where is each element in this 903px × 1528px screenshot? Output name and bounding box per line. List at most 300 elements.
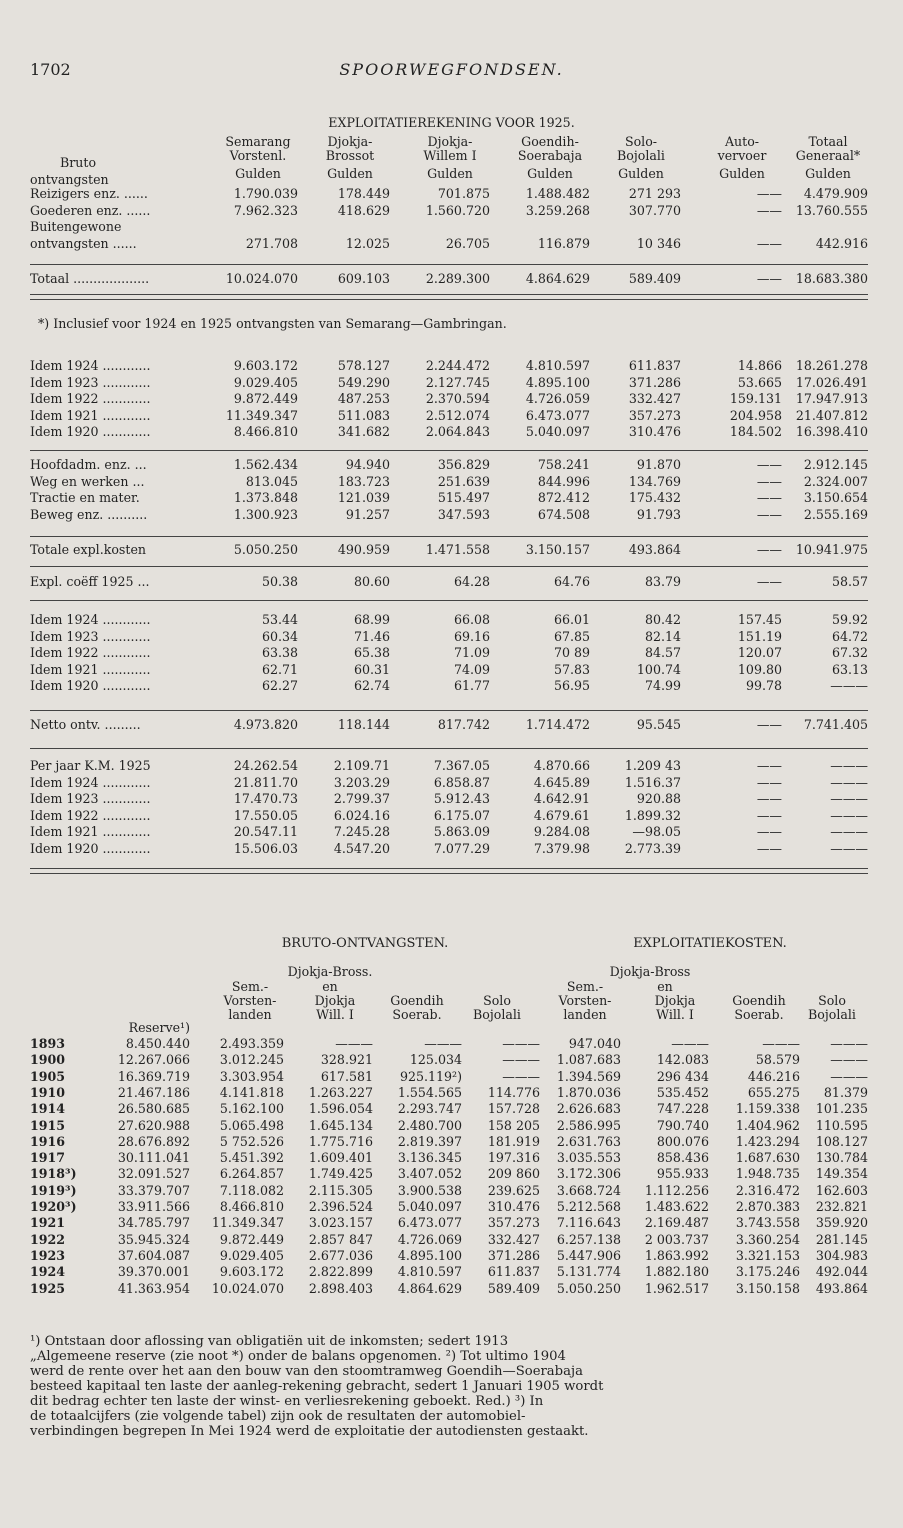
table-cell: 33.379.707 bbox=[117, 1182, 190, 1198]
row-label: ontvangsten ...... bbox=[30, 235, 137, 251]
table-cell: 304.983 bbox=[815, 1247, 868, 1263]
table-cell: 3.203.29 bbox=[333, 774, 390, 790]
column-header: Solo bbox=[818, 993, 846, 1008]
table-cell: 1.516.37 bbox=[624, 774, 681, 790]
table-cell: 26.580.685 bbox=[117, 1101, 190, 1117]
table-cell: ——— bbox=[830, 840, 868, 856]
table-cell: 2.289.300 bbox=[425, 271, 490, 286]
table-cell: 109.80 bbox=[737, 661, 782, 677]
column-header: Bojolali bbox=[473, 1007, 521, 1022]
row-label: Idem 1922 ............ bbox=[30, 807, 151, 823]
separator-rule bbox=[30, 710, 868, 711]
table-cell: 1.790.039 bbox=[233, 186, 298, 201]
table-cell: 101.235 bbox=[815, 1101, 868, 1117]
table-cell: 59.92 bbox=[831, 612, 868, 627]
table-cell: 2.493.359 bbox=[219, 1036, 284, 1051]
table-cell: 2.127.745 bbox=[425, 374, 490, 390]
table-cell: 20.547.11 bbox=[233, 824, 298, 839]
table-cell: 6.858.87 bbox=[433, 774, 490, 790]
table-cell: —— bbox=[756, 271, 782, 286]
table-cell: 1.112.256 bbox=[644, 1182, 709, 1198]
table-cell: 50.38 bbox=[261, 574, 298, 589]
table-cell: 6.024.16 bbox=[333, 807, 390, 823]
table-cell: 5.050.250 bbox=[233, 542, 298, 557]
table-cell: 64.76 bbox=[553, 574, 590, 589]
column-group-header: en bbox=[322, 979, 338, 994]
table-cell: 108.127 bbox=[815, 1133, 868, 1149]
table-cell: ——— bbox=[830, 1036, 868, 1051]
table-cell: 2.293.747 bbox=[397, 1101, 462, 1117]
table-cell: 1.373.848 bbox=[233, 490, 298, 505]
table-cell: 116.879 bbox=[537, 235, 590, 251]
table-cell: 3.150.157 bbox=[525, 542, 590, 557]
table-cell: 2.822.899 bbox=[308, 1264, 373, 1280]
table-cell: 56.95 bbox=[553, 678, 590, 693]
table-cell: 511.083 bbox=[337, 407, 390, 423]
table-cell: 4.973.820 bbox=[233, 717, 298, 732]
table-cell: 58.57 bbox=[831, 574, 868, 589]
table-cell: 17.026.491 bbox=[795, 374, 868, 390]
table-cell: 62.27 bbox=[261, 678, 298, 693]
table-cell: 515.497 bbox=[437, 490, 490, 505]
table-cell: 3.407.052 bbox=[397, 1166, 462, 1182]
column-header: Solo- bbox=[624, 134, 658, 149]
table-cell: —— bbox=[756, 774, 782, 790]
table-cell: 9.872.449 bbox=[233, 391, 298, 406]
table-cell: 1.209 43 bbox=[624, 758, 681, 773]
row-header-label: Bruto bbox=[60, 155, 97, 170]
costs-heading: EXPLOITATIEKOSTEN. bbox=[633, 936, 787, 951]
table-cell: 18.261.278 bbox=[795, 358, 868, 373]
table-cell: 2.169.487 bbox=[644, 1215, 709, 1231]
table-cell: 67.85 bbox=[553, 628, 590, 644]
table-cell: 4.810.597 bbox=[397, 1264, 462, 1280]
table-cell: ——— bbox=[830, 807, 868, 823]
table-cell: 9.603.172 bbox=[233, 358, 298, 373]
column-header: Soerabaja bbox=[517, 148, 583, 163]
table-cell: 60.31 bbox=[353, 661, 390, 677]
table-cell: 492.044 bbox=[815, 1264, 868, 1280]
table-cell: 1.882.180 bbox=[644, 1264, 709, 1280]
table-cell: 17.550.05 bbox=[233, 807, 298, 823]
column-header: Vorsten- bbox=[558, 993, 612, 1008]
table-cell: 5.040.097 bbox=[397, 1199, 462, 1214]
row-header-label: ontvangsten bbox=[30, 172, 109, 187]
table-cell: 118.144 bbox=[337, 717, 390, 732]
table-cell: 4.864.629 bbox=[525, 271, 590, 286]
table-cell: 239.625 bbox=[487, 1182, 540, 1198]
column-header: Gulden bbox=[805, 166, 851, 181]
table-cell: 64.72 bbox=[831, 628, 868, 644]
table-cell: 1.596.054 bbox=[308, 1101, 373, 1117]
table-cell: 157.728 bbox=[487, 1101, 540, 1117]
table-cell: 6.264.857 bbox=[219, 1166, 284, 1182]
table-cell: —— bbox=[756, 506, 782, 522]
table-cell: 2.773.39 bbox=[624, 840, 681, 856]
table-cell: ——— bbox=[830, 824, 868, 839]
table-cell: 12.267.066 bbox=[117, 1052, 190, 1068]
table-cell: 37.604.087 bbox=[117, 1247, 190, 1263]
table-cell: 32.091.527 bbox=[117, 1166, 190, 1182]
table-cell: 35.945.324 bbox=[117, 1231, 190, 1247]
row-label: Idem 1923 ............ bbox=[30, 791, 151, 806]
table-cell: 747.228 bbox=[656, 1101, 709, 1117]
table-cell: 183.723 bbox=[337, 473, 390, 489]
table-cell: 2.631.763 bbox=[556, 1133, 621, 1149]
table-cell: 2.244.472 bbox=[425, 358, 490, 373]
table-cell: 53.665 bbox=[737, 374, 782, 390]
table-cell: 371.286 bbox=[487, 1247, 540, 1263]
table-cell: 181.919 bbox=[487, 1133, 540, 1149]
table-cell: 2.064.843 bbox=[425, 424, 490, 439]
table-cell: 70 89 bbox=[553, 645, 590, 660]
footnote-line: „Algemeene reserve (zie noot *) onder de balans opgenomen. ²) Tot ultimo 1904 bbox=[30, 1349, 566, 1364]
table-cell: 3.175.246 bbox=[735, 1264, 800, 1280]
column-header: Gulden bbox=[618, 166, 664, 181]
row-year: 1917 bbox=[30, 1150, 66, 1166]
table-cell: 8.466.810 bbox=[233, 424, 298, 439]
table-cell: 63.38 bbox=[261, 645, 298, 660]
table-cell: 2.677.036 bbox=[308, 1247, 373, 1263]
table-cell: 617.581 bbox=[320, 1068, 373, 1084]
table-cell: 7.741.405 bbox=[803, 717, 868, 732]
table-cell: 16.398.410 bbox=[795, 424, 868, 439]
row-year: 1924 bbox=[30, 1264, 66, 1280]
table-cell: 9.029.405 bbox=[233, 374, 298, 390]
table-cell: 281.145 bbox=[815, 1231, 868, 1247]
table-cell: 1.263.227 bbox=[308, 1084, 373, 1100]
column-header: Bojolali bbox=[617, 148, 665, 163]
table-cell: ——— bbox=[830, 758, 868, 773]
table-cell: 17.470.73 bbox=[233, 791, 298, 806]
row-label: Idem 1923 ............ bbox=[30, 628, 151, 644]
table-cell: 60.34 bbox=[261, 628, 298, 644]
table-cell: 3.900.538 bbox=[397, 1182, 462, 1198]
column-group-header: Djokja-Bross. bbox=[287, 964, 373, 979]
column-header: Semarang bbox=[225, 134, 291, 149]
row-year: 1919³) bbox=[30, 1182, 77, 1198]
column-header: Djokja bbox=[654, 993, 696, 1008]
table-cell: 1.609.401 bbox=[308, 1150, 373, 1166]
column-header: Bojolali bbox=[808, 1007, 856, 1022]
table-cell: 3.360.254 bbox=[735, 1231, 800, 1247]
table-cell: ——— bbox=[502, 1052, 540, 1068]
separator-rule bbox=[30, 450, 868, 451]
row-label: Goederen enz. ...... bbox=[30, 202, 151, 218]
table-cell: 925.119²) bbox=[399, 1068, 462, 1084]
row-label: Weg en werken ... bbox=[30, 473, 145, 489]
table-cell: 69.16 bbox=[453, 628, 490, 644]
table-cell: —— bbox=[756, 235, 782, 251]
table-cell: 5.040.097 bbox=[525, 424, 590, 439]
table-cell: 493.864 bbox=[815, 1280, 868, 1296]
row-label: Tractie en mater. bbox=[30, 490, 140, 505]
table-cell: —— bbox=[756, 807, 782, 823]
table-cell: 158 205 bbox=[487, 1117, 540, 1133]
table-cell: 310.476 bbox=[487, 1199, 540, 1214]
table-cell: 3.743.558 bbox=[735, 1215, 800, 1231]
table-cell: 82.14 bbox=[644, 628, 681, 644]
footnote-line: besteed kapitaal ten laste der aanleg-rekening gebracht, sedert 1 Januari 1905 wordt bbox=[30, 1379, 604, 1394]
table-cell: —— bbox=[756, 542, 782, 557]
table-cell: 813.045 bbox=[245, 473, 298, 489]
table-cell: 12.025 bbox=[345, 235, 390, 251]
table-cell: 114.776 bbox=[487, 1084, 540, 1100]
double-rule bbox=[30, 868, 868, 874]
table-cell: 125.034 bbox=[409, 1052, 462, 1068]
table-cell: 99.78 bbox=[745, 678, 782, 693]
table-cell: 2 003.737 bbox=[644, 1231, 709, 1247]
table-cell: 81.379 bbox=[823, 1084, 868, 1100]
table-cell: 5.451.392 bbox=[219, 1150, 284, 1166]
row-label: Netto ontv. ......... bbox=[30, 717, 141, 732]
table-cell: 4.479.909 bbox=[803, 186, 868, 201]
table-cell: 589.409 bbox=[628, 271, 681, 286]
table-cell: 5.131.774 bbox=[556, 1264, 621, 1280]
table-cell: 121.039 bbox=[337, 490, 390, 505]
table-cell: 4.547.20 bbox=[333, 840, 390, 856]
table-cell: 371.286 bbox=[628, 374, 681, 390]
column-header: Will. I bbox=[316, 1007, 354, 1022]
table-cell: ——— bbox=[335, 1036, 373, 1051]
table-cell: 53.44 bbox=[261, 612, 298, 627]
table-cell: 2.324.007 bbox=[803, 473, 868, 489]
table-cell: —— bbox=[756, 717, 782, 732]
table-cell: 7.245.28 bbox=[333, 824, 390, 839]
column-header: Djokja- bbox=[427, 134, 473, 149]
table-cell: 3.023.157 bbox=[308, 1215, 373, 1231]
table-cell: 91.257 bbox=[345, 506, 390, 522]
row-label: Hoofdadm. enz. ... bbox=[30, 457, 147, 472]
row-label: Idem 1920 ............ bbox=[30, 424, 151, 439]
table-cell: 3.303.954 bbox=[219, 1068, 284, 1084]
table-cell: 27.620.988 bbox=[117, 1117, 190, 1133]
table-cell: 3.035.553 bbox=[556, 1150, 621, 1166]
table-cell: 4.679.61 bbox=[533, 807, 590, 823]
column-header: Djokja- bbox=[327, 134, 373, 149]
column-header: vervoer bbox=[717, 148, 767, 163]
table-cell: 947.040 bbox=[568, 1036, 621, 1051]
table-cell: 1.087.683 bbox=[556, 1052, 621, 1068]
table-note: *) Inclusief voor 1924 en 1925 ontvangsten van Semarang—Gambringan. bbox=[38, 316, 507, 331]
table-cell: 110.595 bbox=[815, 1117, 868, 1133]
separator-rule bbox=[30, 264, 868, 265]
table-cell: 1.687.630 bbox=[735, 1150, 800, 1166]
table-cell: 418.629 bbox=[337, 202, 390, 218]
table-cell: 74.09 bbox=[453, 661, 490, 677]
table-cell: 357.273 bbox=[487, 1215, 540, 1231]
table-cell: 80.42 bbox=[644, 612, 681, 627]
table-cell: 1.394.569 bbox=[556, 1068, 621, 1084]
footnote-line: dit bedrag echter ten laste der winst- en verliesrekening geboekt. Red.) ³) In bbox=[30, 1394, 544, 1409]
table-cell: 9.872.449 bbox=[219, 1231, 284, 1247]
table-cell: 341.682 bbox=[337, 424, 390, 439]
table-cell: 800.076 bbox=[656, 1133, 709, 1149]
column-header: Solo bbox=[483, 993, 511, 1008]
table-cell: 1.962.517 bbox=[644, 1280, 709, 1296]
table-cell: 232.821 bbox=[815, 1199, 868, 1214]
table-cell: 17.947.913 bbox=[795, 391, 868, 406]
table-cell: 94.940 bbox=[345, 457, 390, 472]
table-cell: 2.912.145 bbox=[803, 457, 868, 472]
table-cell: 549.290 bbox=[337, 374, 390, 390]
table-cell: 2.396.524 bbox=[308, 1199, 373, 1214]
row-year: 1916 bbox=[30, 1133, 66, 1149]
table-cell: 609.103 bbox=[337, 271, 390, 286]
footnote-line: ¹) Ontstaan door aflossing van obligatiën uit de inkomsten; sedert 1913 bbox=[30, 1334, 509, 1349]
table-cell: 120.07 bbox=[737, 645, 782, 660]
table-cell: 62.74 bbox=[353, 678, 390, 693]
table-cell: 2.857 847 bbox=[308, 1231, 373, 1247]
table-cell: ——— bbox=[762, 1036, 800, 1051]
table-cell: 4.895.100 bbox=[397, 1247, 462, 1263]
table-cell: —— bbox=[756, 824, 782, 839]
table-cell: 674.508 bbox=[537, 506, 590, 522]
table-cell: 1.899.32 bbox=[624, 807, 681, 823]
table-cell: 178.449 bbox=[337, 186, 390, 201]
table-cell: 611.837 bbox=[487, 1264, 540, 1280]
column-header: landen bbox=[228, 1007, 272, 1022]
table-cell: 1.488.482 bbox=[525, 186, 590, 201]
table-cell: 589.409 bbox=[487, 1280, 540, 1296]
table-cell: 1.645.134 bbox=[308, 1117, 373, 1133]
table-cell: —— bbox=[756, 186, 782, 201]
table-cell: 68.99 bbox=[353, 612, 390, 627]
column-header: Willem I bbox=[423, 148, 477, 163]
table-cell: 66.08 bbox=[453, 612, 490, 627]
table-cell: 84.57 bbox=[644, 645, 681, 660]
column-group-header: en bbox=[657, 979, 673, 994]
table-cell: 175.432 bbox=[628, 490, 681, 505]
table-cell: 14.866 bbox=[737, 358, 782, 373]
column-header: Goendih bbox=[732, 993, 786, 1008]
table-cell: 493.864 bbox=[628, 542, 681, 557]
table-cell: 71.09 bbox=[453, 645, 490, 660]
column-header: Will. I bbox=[656, 1007, 694, 1022]
row-year: 1914 bbox=[30, 1101, 66, 1117]
table-cell: —— bbox=[756, 758, 782, 773]
table-cell: 21.467.186 bbox=[117, 1084, 190, 1100]
table-cell: ——— bbox=[830, 678, 868, 693]
table-cell: 271 293 bbox=[628, 186, 681, 201]
table-cell: 1.483.622 bbox=[644, 1199, 709, 1214]
table-cell: —— bbox=[756, 490, 782, 505]
table-cell: 18.683.380 bbox=[795, 271, 868, 286]
table-cell: 39.370.001 bbox=[117, 1264, 190, 1280]
table-cell: 5.065.498 bbox=[219, 1117, 284, 1133]
table-cell: 2.819.397 bbox=[397, 1133, 462, 1149]
table-cell: 3.150.654 bbox=[803, 490, 868, 505]
table-cell: 1.863.992 bbox=[644, 1247, 709, 1263]
column-group-header: Djokja-Bross bbox=[609, 964, 691, 979]
row-label: Idem 1924 ............ bbox=[30, 612, 151, 627]
table-cell: 83.79 bbox=[644, 574, 681, 589]
table-cell: 1.948.735 bbox=[735, 1166, 800, 1182]
table-cell: ——— bbox=[830, 774, 868, 790]
table-cell: 6.257.138 bbox=[556, 1231, 621, 1247]
table-cell: 655.275 bbox=[747, 1084, 800, 1100]
column-header: Gulden bbox=[327, 166, 373, 181]
table-cell: 1.560.720 bbox=[425, 202, 490, 218]
page-header bbox=[30, 60, 873, 82]
table-cell: —— bbox=[756, 840, 782, 856]
table-cell: ——— bbox=[830, 1068, 868, 1084]
row-label: Idem 1921 ............ bbox=[30, 824, 151, 839]
row-label: Beweg enz. .......... bbox=[30, 506, 148, 522]
table-cell: 3.136.345 bbox=[397, 1150, 462, 1166]
table-cell: 197.316 bbox=[487, 1150, 540, 1166]
table-cell: 7.077.29 bbox=[433, 840, 490, 856]
table-title: EXPLOITATIEREKENING VOOR 1925. bbox=[328, 115, 575, 130]
footnote-line: werd de rente over het aan den bouw van den stoomtramweg Goendih—Soerabaja bbox=[30, 1364, 583, 1379]
table-cell: 134.769 bbox=[628, 473, 681, 489]
column-header: Auto- bbox=[724, 134, 760, 149]
column-header: Sem.- bbox=[566, 979, 604, 994]
table-cell: 21.407.812 bbox=[795, 407, 868, 423]
table-cell: 4.895.100 bbox=[525, 374, 590, 390]
table-cell: 4.870.66 bbox=[533, 758, 590, 773]
table-cell: 10 346 bbox=[636, 235, 681, 251]
table-cell: 2.555.169 bbox=[803, 506, 868, 522]
table-cell: 578.127 bbox=[337, 358, 390, 373]
row-label: Idem 1921 ............ bbox=[30, 407, 151, 423]
table-cell: 4.810.597 bbox=[525, 358, 590, 373]
table-cell: 91.870 bbox=[636, 457, 681, 472]
table-cell: —— bbox=[756, 473, 782, 489]
table-cell: 5.050.250 bbox=[556, 1280, 621, 1296]
table-cell: 91.793 bbox=[636, 506, 681, 522]
table-cell: 71.46 bbox=[353, 628, 390, 644]
table-cell: 66.01 bbox=[553, 612, 590, 627]
table-cell: 149.354 bbox=[815, 1166, 868, 1182]
table-cell: 95.545 bbox=[636, 717, 681, 732]
table-cell: 10.024.070 bbox=[225, 271, 298, 286]
table-cell: 5.162.100 bbox=[219, 1101, 284, 1117]
table-cell: 955.933 bbox=[656, 1166, 709, 1182]
row-year: 1923 bbox=[30, 1247, 66, 1263]
table-cell: ——— bbox=[502, 1068, 540, 1084]
running-title: SPOORWEGFONDSEN. bbox=[339, 60, 564, 79]
column-header: Soerab. bbox=[392, 1007, 442, 1022]
table-cell: 817.742 bbox=[437, 717, 490, 732]
table-cell: 1.870.036 bbox=[556, 1084, 621, 1100]
table-cell: ——— bbox=[830, 791, 868, 806]
table-cell: 296 434 bbox=[656, 1068, 709, 1084]
table-cell: 4.726.059 bbox=[525, 391, 590, 406]
table-cell: 2.109.71 bbox=[333, 758, 390, 773]
table-cell: 16.369.719 bbox=[117, 1068, 190, 1084]
table-cell: 157.45 bbox=[737, 612, 782, 627]
table-cell: 41.363.954 bbox=[117, 1280, 190, 1296]
table-cell: 1.714.472 bbox=[525, 717, 590, 732]
table-cell: 57.83 bbox=[553, 661, 590, 677]
column-header: landen bbox=[563, 1007, 607, 1022]
table-cell: 2.480.700 bbox=[397, 1117, 462, 1133]
table-cell: 2.898.403 bbox=[308, 1280, 373, 1296]
table-cell: —98.05 bbox=[632, 824, 681, 839]
table-cell: 844.996 bbox=[537, 473, 590, 489]
table-cell: 26.705 bbox=[445, 235, 490, 251]
table-cell: 858.436 bbox=[656, 1150, 709, 1166]
table-cell: 130.784 bbox=[815, 1150, 868, 1166]
table-cell: 80.60 bbox=[353, 574, 390, 589]
table-cell: 67.32 bbox=[831, 645, 868, 660]
column-header: Soerab. bbox=[734, 1007, 784, 1022]
table-cell: 8.466.810 bbox=[219, 1199, 284, 1214]
table-cell: 356.829 bbox=[437, 457, 490, 472]
table-cell: ——— bbox=[830, 1052, 868, 1068]
row-year: 1920³) bbox=[30, 1199, 77, 1214]
